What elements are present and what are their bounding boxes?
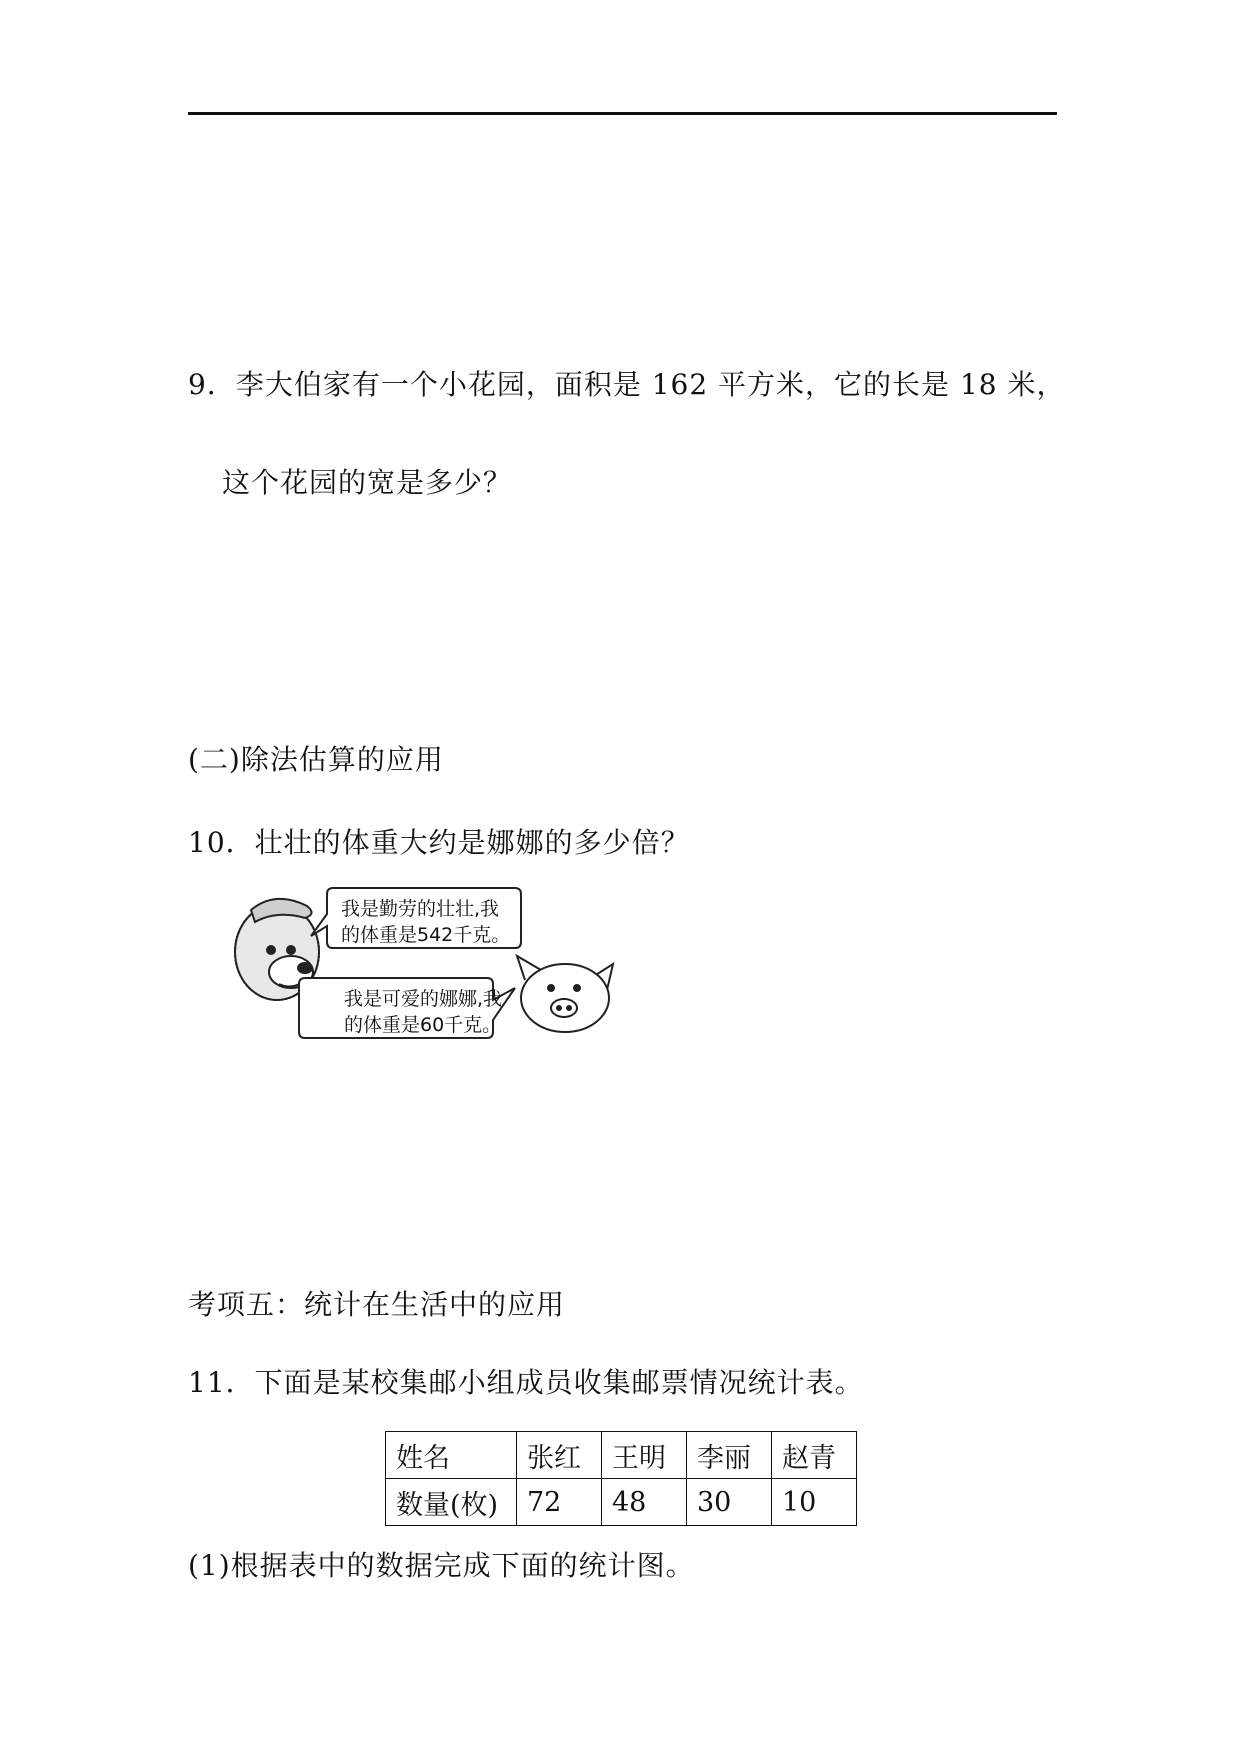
- question-9-line-1: 9．李大伯家有一个小花园，面积是 162 平方米，它的长是 18 米，: [188, 368, 1066, 401]
- bubble-zhuangzhuang-line-1: 我是勤劳的壮壮,我: [341, 898, 500, 920]
- table-cell: 王明: [602, 1432, 687, 1479]
- question-9-line-2: 这个花园的宽是多少？: [222, 466, 513, 499]
- section-5-heading: 考项五：统计在生活中的应用: [188, 1288, 566, 1321]
- table-row: [386, 1479, 857, 1526]
- pig-cartoon-icon: [517, 956, 613, 1032]
- table-cell: 30: [687, 1479, 772, 1526]
- table-cell: 赵青: [772, 1432, 857, 1479]
- table-cell: 10: [772, 1479, 857, 1526]
- top-rule: [188, 112, 1057, 115]
- table-cell: 李丽: [687, 1432, 772, 1479]
- stamp-stats-table: [385, 1431, 857, 1526]
- question-11: 11．下面是某校集邮小组成员收集邮票情况统计表。: [188, 1366, 864, 1399]
- table-cell: 72: [517, 1479, 602, 1526]
- question-11-part-1: (1)根据表中的数据完成下面的统计图。: [188, 1549, 695, 1582]
- bubble-zhuangzhuang-line-2: 的体重是542千克。: [341, 924, 511, 946]
- bubble-nana-line-2: 的体重是60千克。: [344, 1014, 502, 1036]
- table-cell: 48: [602, 1479, 687, 1526]
- table-cell: 数量(枚): [386, 1479, 517, 1526]
- question-10: 10．壮壮的体重大约是娜娜的多少倍？: [188, 826, 690, 859]
- section-2-heading: (二)除法估算的应用: [188, 743, 444, 776]
- table-cell: 姓名: [386, 1432, 517, 1479]
- bubble-nana-line-1: 我是可爱的娜娜,我: [344, 988, 503, 1010]
- table-header-row: [386, 1432, 857, 1479]
- table-cell: 张红: [517, 1432, 602, 1479]
